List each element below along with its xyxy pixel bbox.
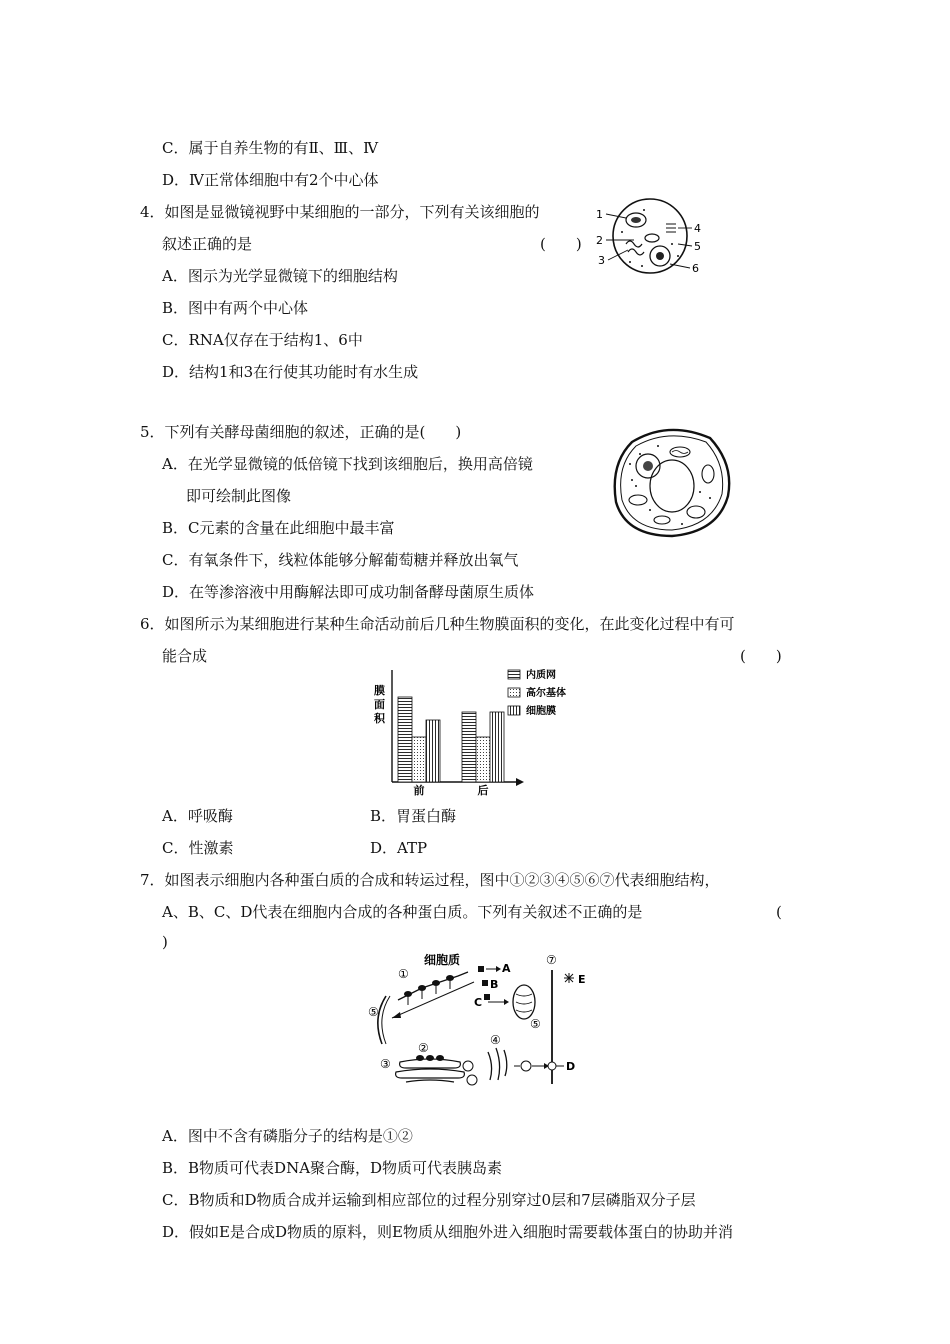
q7-option-a: A．图中不含有磷脂分子的结构是①② — [162, 1127, 413, 1145]
q5-option-a-line2: 即可绘制此图像 — [186, 487, 292, 505]
q5-option-b: B．C元素的含量在此细胞中最丰富 — [162, 519, 395, 537]
fig-letter-E: E — [578, 973, 586, 986]
legend-swatch-er — [508, 670, 520, 679]
q4-cell-figure — [592, 196, 710, 280]
legend-label-er: 内质网 — [526, 670, 556, 681]
q4-option-b: B．图中有两个中心体 — [162, 299, 309, 317]
fig-label-3: ③ — [380, 1057, 391, 1071]
q5-yeast-cell-figure — [610, 424, 734, 540]
q7-option-c: C．B物质和D物质合成并运输到相应部位的过程分别穿过0层和7层磷脂双分子层 — [162, 1191, 696, 1209]
legend-label-golgi: 高尔基体 — [526, 688, 566, 699]
bar-er-after — [462, 712, 476, 782]
q5-option-a-line1: A．在光学显微镜的低倍镜下找到该细胞后，换用高倍镜 — [162, 455, 533, 473]
q4-stem-line2: 叙述正确的是 — [162, 235, 253, 253]
bar-membrane-after — [490, 712, 504, 782]
q7-paren-close: ) — [162, 933, 168, 951]
q7-option-d: D．假如E是合成D物质的原料，则E物质从细胞外进入细胞时需要载体蛋白的协助并消 — [162, 1223, 733, 1241]
category-label-before: 前 — [413, 784, 425, 797]
q4-option-a: A．图示为光学显微镜下的细胞结构 — [162, 267, 398, 285]
q4-answer-paren: ( ) — [540, 235, 582, 253]
fig-letter-B: B — [490, 978, 499, 991]
fig-label-1: ① — [398, 967, 409, 981]
category-label-after: 后 — [477, 784, 489, 797]
fig-label-7: ⑦ — [546, 953, 557, 967]
legend-label-membrane: 细胞膜 — [526, 706, 556, 717]
bar-membrane-before — [426, 720, 440, 782]
q3-option-c: C．属于自养生物的有Ⅱ、Ⅲ、Ⅳ — [162, 139, 379, 157]
legend-swatch-golgi — [508, 688, 520, 697]
legend-swatch-membrane — [508, 706, 520, 715]
fig-label-6: ⑤ — [368, 1005, 379, 1019]
q4-label-4: 4 — [694, 222, 701, 235]
q4-stem-line1: 4．如图是显微镜视野中某细胞的一部分，下列有关该细胞的 — [140, 203, 540, 221]
q6-membrane-area-chart — [368, 664, 588, 798]
fig-label-4: ④ — [490, 1033, 501, 1047]
fig-letter-D: D — [566, 1060, 576, 1073]
q6-stem-line1: 6．如图所示为某细胞进行某种生命活动前后几种生物膜面积的变化，在此变化过程中有可 — [140, 615, 735, 633]
fig-label-2: ② — [418, 1041, 429, 1055]
fig-title-cytoplasm: 细胞质 — [424, 953, 461, 967]
q4-label-6: 6 — [692, 262, 699, 275]
fig-label-5: ⑤ — [530, 1017, 541, 1031]
legend — [508, 668, 566, 717]
bar-er-before — [398, 697, 412, 782]
q4-label-5: 5 — [694, 240, 701, 253]
q5-option-c: C．有氧条件下，线粒体能够分解葡萄糖并释放出氧气 — [162, 551, 519, 569]
q5-stem: 5．下列有关酵母菌细胞的叙述，正确的是( ) — [140, 423, 462, 441]
q5-option-d: D．在等渗溶液中用酶解法即可成功制备酵母菌原生质体 — [162, 583, 535, 601]
x-axis-arrow — [516, 778, 524, 786]
q4-option-c: C．RNA仅存在于结构1、6中 — [162, 331, 363, 349]
q7-option-b: B．B物质可代表DNA聚合酶，D物质可代表胰岛素 — [162, 1159, 503, 1177]
q4-label-1: 1 — [596, 208, 603, 221]
fig-letter-C: C — [474, 996, 483, 1009]
y-axis-label: 膜面积 — [374, 684, 385, 725]
q6-option-c: C．性激素 — [162, 839, 234, 857]
q7-stem-line1: 7．如图表示细胞内各种蛋白质的合成和转运过程，图中①②③④⑤⑥⑦代表细胞结构， — [140, 871, 720, 889]
q6-option-a: A．呼吸酶 — [162, 807, 233, 825]
q4-label-3: 3 — [598, 254, 605, 267]
q7-paren-open: ( — [776, 903, 782, 921]
q6-option-b: B．胃蛋白酶 — [370, 807, 457, 825]
fig-letter-A: A — [502, 962, 511, 975]
q6-stem-line2: 能合成 — [162, 647, 208, 665]
q6-answer-paren: ( ) — [740, 647, 782, 665]
bar-golgi-after — [476, 737, 490, 782]
q3-option-d: D．Ⅳ正常体细胞中有2个中心体 — [162, 171, 379, 189]
bar-golgi-before — [412, 737, 426, 782]
q7-stem-line2: A、B、C、D代表在细胞内合成的各种蛋白质。下列有关叙述不正确的是 — [162, 903, 643, 921]
q4-option-d: D．结构1和3在行使其功能时有水生成 — [162, 363, 419, 381]
q4-label-2: 2 — [596, 234, 603, 247]
q6-option-d: D．ATP — [370, 839, 428, 857]
q7-protein-transport-figure — [364, 948, 600, 1086]
